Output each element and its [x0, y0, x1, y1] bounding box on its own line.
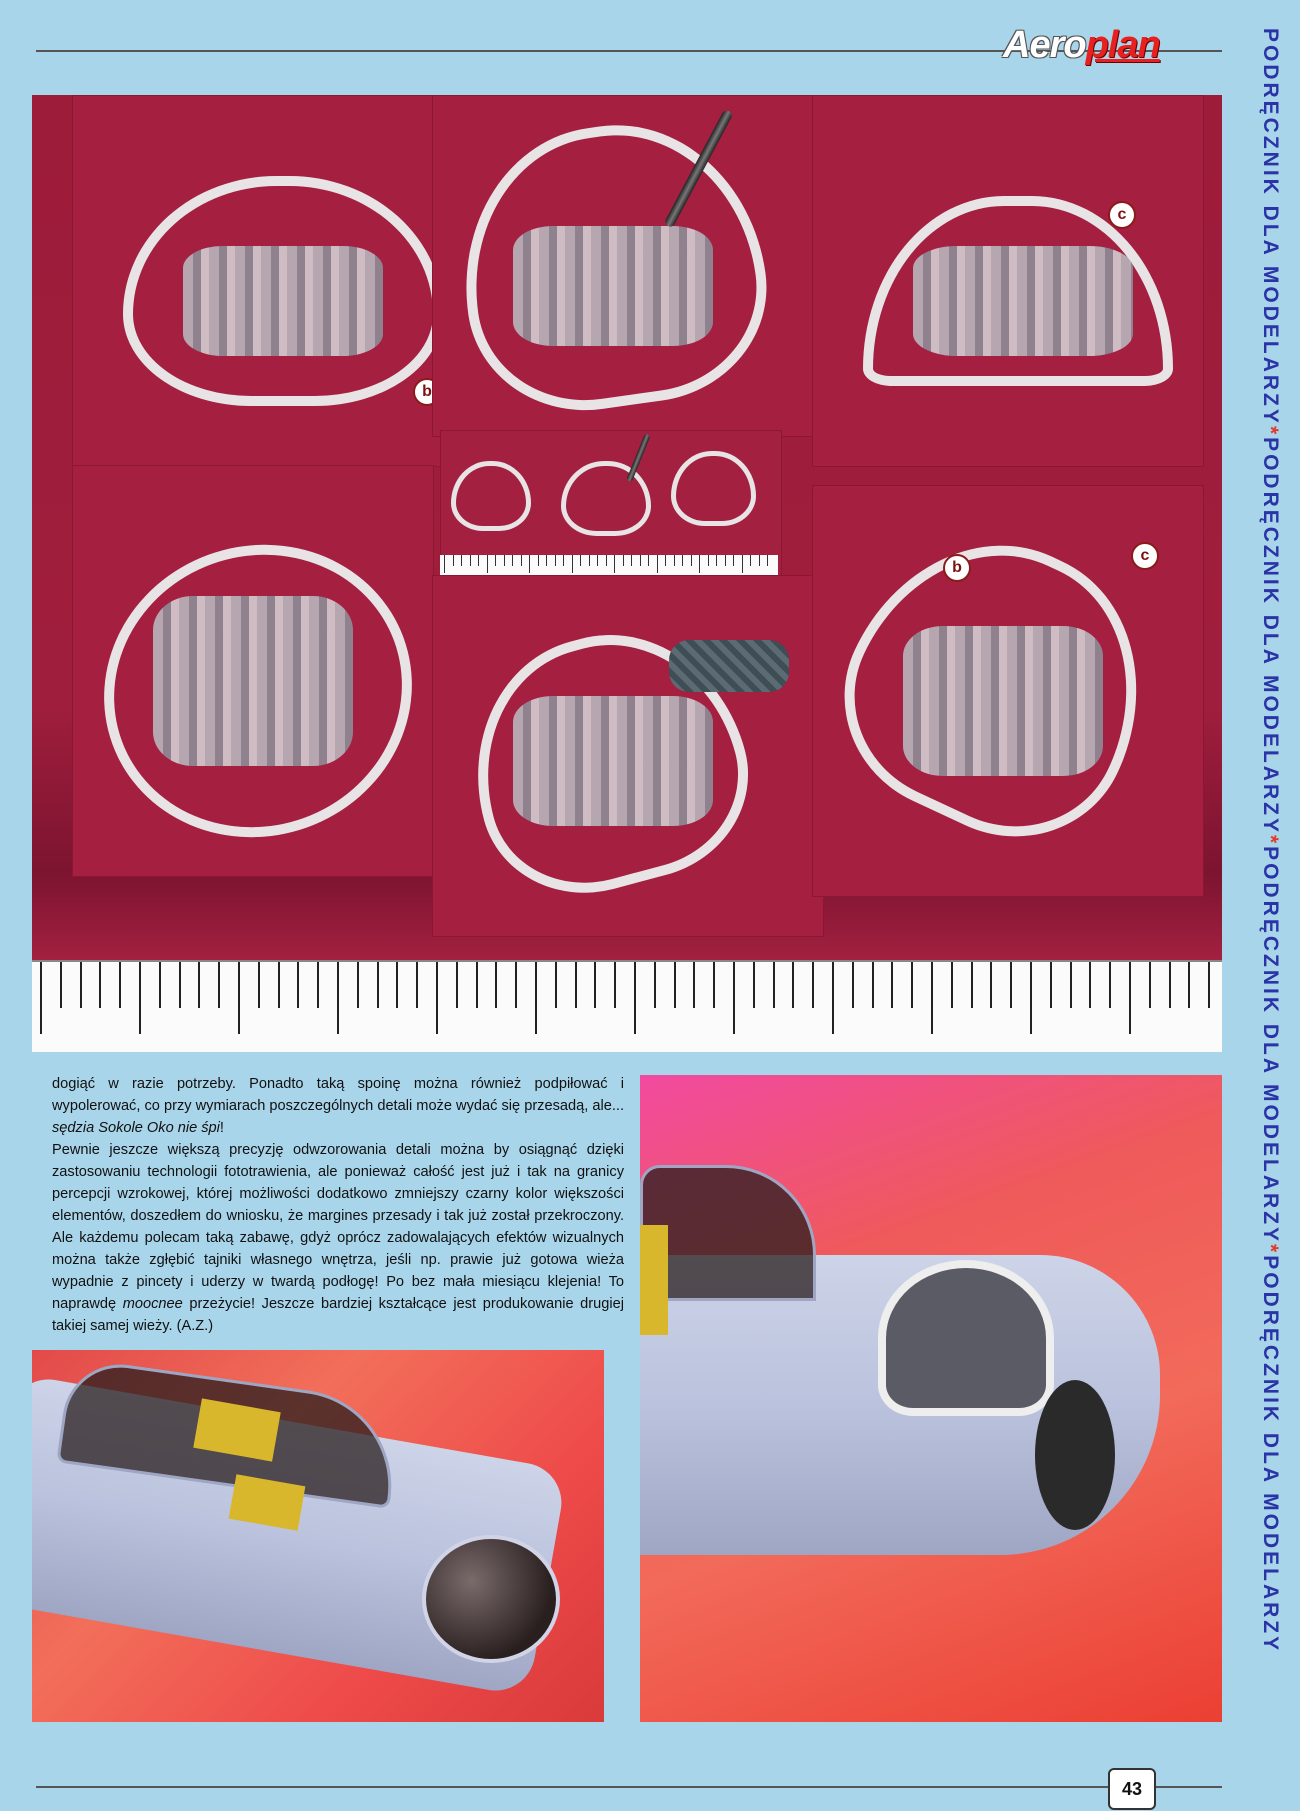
turret-frame: [561, 461, 651, 536]
page-number: 43: [1108, 1768, 1156, 1810]
ruler-tick: [951, 962, 953, 1008]
ruler-tick: [634, 962, 636, 1034]
ruler-tick: [555, 555, 556, 566]
ruler-tick: [812, 962, 814, 1008]
paragraph: Pewnie jeszcze większą precyzję odwzorowania detali można by osiągnąć dzięki zastosowaniu technologii fototrawienia, ale ponieważ całość jest już i tak na granicy percepcji wzrokowej, której możliwości dodatkowo zmniejszy czarny kolor większości elementów, doszedłem do wniosku, że margines przesady i tak już został przekroczony. Ale każdemu polecam taką zabawę, gdyż oprócz zadowalających efektów wizualnych można także zgłębić tajniki własnego wnętrza, jeśli np. prawie już gotowa wieża wypadnie z pincety i uderzy w twardą podłogę! Po bez mała miesiącu klejenia! To naprawdę moocnee przeżycie! Jeszcze bardziej kształcące jest produkowanie drugiej takiej samej wieży. (A.Z.): [52, 1142, 624, 1334]
ruler-tick: [657, 555, 658, 573]
ruler-tick: [238, 962, 240, 1034]
photo-turret-angled: [812, 485, 1204, 897]
ruler-tick: [436, 962, 438, 1034]
ruler-tick: [742, 555, 743, 573]
label-b-badge: b: [943, 554, 971, 582]
turret-interior: [183, 246, 383, 356]
ruler-tick: [179, 962, 181, 1008]
turret-photo-collage: [32, 95, 1222, 960]
ruler-tick: [139, 962, 141, 1034]
ruler-tick: [1050, 962, 1052, 1008]
turret-interior: [913, 246, 1133, 356]
ruler-tick: [716, 555, 717, 566]
ruler-tick: [580, 555, 581, 566]
ruler-tick: [767, 555, 768, 566]
ruler-tick: [444, 555, 445, 573]
ruler-tick: [546, 555, 547, 566]
ruler-tick: [198, 962, 200, 1008]
ruler-tick: [1149, 962, 1151, 1008]
ruler-tick: [699, 555, 700, 573]
ruler-tick: [515, 962, 517, 1008]
ruler-tick: [733, 962, 735, 1034]
ruler-tick: [453, 555, 454, 566]
ruler-tick: [572, 555, 573, 573]
ruler-tick: [665, 555, 666, 566]
ruler-tick: [682, 555, 683, 566]
nose-turret-cage: [878, 1260, 1054, 1416]
ruler-tick: [1188, 962, 1190, 1008]
ruler-tick: [396, 962, 398, 1008]
ruler-tick: [337, 962, 339, 1034]
ruler-tick: [792, 962, 794, 1008]
photo-turret-handle: [432, 575, 824, 937]
measurement-ruler: [32, 960, 1222, 1052]
ruler-tick: [40, 962, 42, 1034]
ruler-tick: [713, 962, 715, 1008]
side-banner-text: PODRĘCZNIK DLA MODELARZY: [1259, 437, 1282, 835]
ruler-tick: [487, 555, 488, 573]
photo-model-nose-left: [32, 1350, 604, 1722]
turret-interior: [153, 596, 353, 766]
ruler-tick: [297, 962, 299, 1008]
ruler-tick: [258, 962, 260, 1008]
ruler-tick: [456, 962, 458, 1008]
ruler-tick: [648, 555, 649, 566]
ruler-tick: [317, 962, 319, 1008]
side-banner: [1248, 28, 1292, 1798]
side-banner-text: PODRĘCZNIK DLA MODELARZY: [1259, 846, 1282, 1245]
ruler-tick: [470, 555, 471, 566]
ruler-tick: [654, 962, 656, 1008]
photo-model-nose-right: [640, 1075, 1222, 1722]
ruler-tick: [159, 962, 161, 1008]
photo-turret-tweezers: [432, 95, 844, 437]
nose-turret-ring: [1035, 1380, 1115, 1530]
ruler-tick: [725, 555, 726, 566]
ruler-tick: [278, 962, 280, 1008]
ruler-tick: [416, 962, 418, 1008]
ruler-tick: [606, 555, 607, 566]
turret-frame: [671, 451, 756, 526]
ruler-tick: [377, 962, 379, 1008]
ruler-tick: [529, 555, 530, 573]
ruler-tick: [1089, 962, 1091, 1008]
ruler-tick: [594, 962, 596, 1008]
photo-turret-side: [72, 465, 434, 877]
ruler-tick: [614, 962, 616, 1008]
side-banner-text: PODRĘCZNIK DLA MODELARZY: [1259, 1255, 1282, 1654]
footer-rule: [36, 1786, 1222, 1788]
ruler-tick: [753, 962, 755, 1008]
star-separator: *: [1259, 834, 1282, 847]
ruler-tick: [1208, 962, 1210, 1008]
ruler-tick: [589, 555, 590, 566]
ruler-tick: [1010, 962, 1012, 1008]
nose-turret-dome: [422, 1535, 560, 1663]
ruler-tick: [631, 555, 632, 566]
ruler-tick: [218, 962, 220, 1008]
ruler-tick: [693, 962, 695, 1008]
ruler-tick: [733, 555, 734, 566]
ruler-tick: [1169, 962, 1171, 1008]
ruler-tick: [623, 555, 624, 566]
ruler-tick: [773, 962, 775, 1008]
ruler-tick: [674, 962, 676, 1008]
ruler-tick: [674, 555, 675, 566]
turret-frame: [451, 461, 531, 531]
ruler-tick: [614, 555, 615, 573]
ruler-tick: [119, 962, 121, 1008]
ruler-tick: [750, 555, 751, 566]
ruler-tick: [99, 962, 101, 1008]
ruler-tick: [504, 555, 505, 566]
ruler-tick: [80, 962, 82, 1008]
label-c-badge: c: [1108, 201, 1136, 229]
ruler-tick: [495, 555, 496, 566]
paragraph: dogiąć w razie potrzeby. Ponadto taką spoinę można również podpiłować i wypolerować, co przy wymiarach poszczególnych detali może wydać się przesadą, ale... sędzia Sokole Oko nie śpi!: [52, 1076, 624, 1136]
ruler-tick: [597, 555, 598, 566]
mini-ruler: [440, 555, 778, 575]
ruler-tick: [512, 555, 513, 566]
turret-interior: [513, 696, 713, 826]
aeroplan-logo: Aeroplan: [1003, 24, 1160, 66]
ruler-tick: [60, 962, 62, 1008]
ruler-tick: [495, 962, 497, 1008]
ruler-tick: [640, 555, 641, 566]
ruler-tick: [521, 555, 522, 566]
turret-interior: [513, 226, 713, 346]
ruler-tick: [461, 555, 462, 566]
ruler-tick: [708, 555, 709, 566]
ruler-tick: [691, 555, 692, 566]
ruler-tick: [575, 962, 577, 1008]
ruler-tick: [535, 962, 537, 1034]
ruler-tick: [759, 555, 760, 566]
turret-interior: [903, 626, 1103, 776]
label-b-badge: b: [413, 378, 441, 406]
photo-turret-front: [72, 95, 464, 467]
ruler-tick: [971, 962, 973, 1008]
ruler-tick: [931, 962, 933, 1034]
ruler-tick: [990, 962, 992, 1008]
ruler-tick: [1109, 962, 1111, 1008]
ruler-tick: [852, 962, 854, 1008]
ruler-tick: [1129, 962, 1131, 1034]
label-c-badge: c: [1131, 542, 1159, 570]
ruler-tick: [891, 962, 893, 1008]
ruler-tick: [563, 555, 564, 566]
tool-handle: [669, 640, 789, 692]
ruler-tick: [832, 962, 834, 1034]
ruler-tick: [357, 962, 359, 1008]
ruler-tick: [1070, 962, 1072, 1008]
photo-turret-rear: [812, 95, 1204, 467]
ruler-tick: [478, 555, 479, 566]
ruler-tick: [911, 962, 913, 1008]
masking-tape: [640, 1225, 668, 1335]
ruler-tick: [476, 962, 478, 1008]
article-body: [52, 1073, 624, 1337]
star-separator: *: [1259, 425, 1282, 438]
ruler-tick: [1030, 962, 1032, 1034]
ruler-tick: [872, 962, 874, 1008]
star-separator: *: [1259, 1244, 1282, 1256]
ruler-tick: [555, 962, 557, 1008]
ruler-tick: [538, 555, 539, 566]
side-banner-text: PODRĘCZNIK DLA MODELARZY: [1259, 28, 1282, 426]
